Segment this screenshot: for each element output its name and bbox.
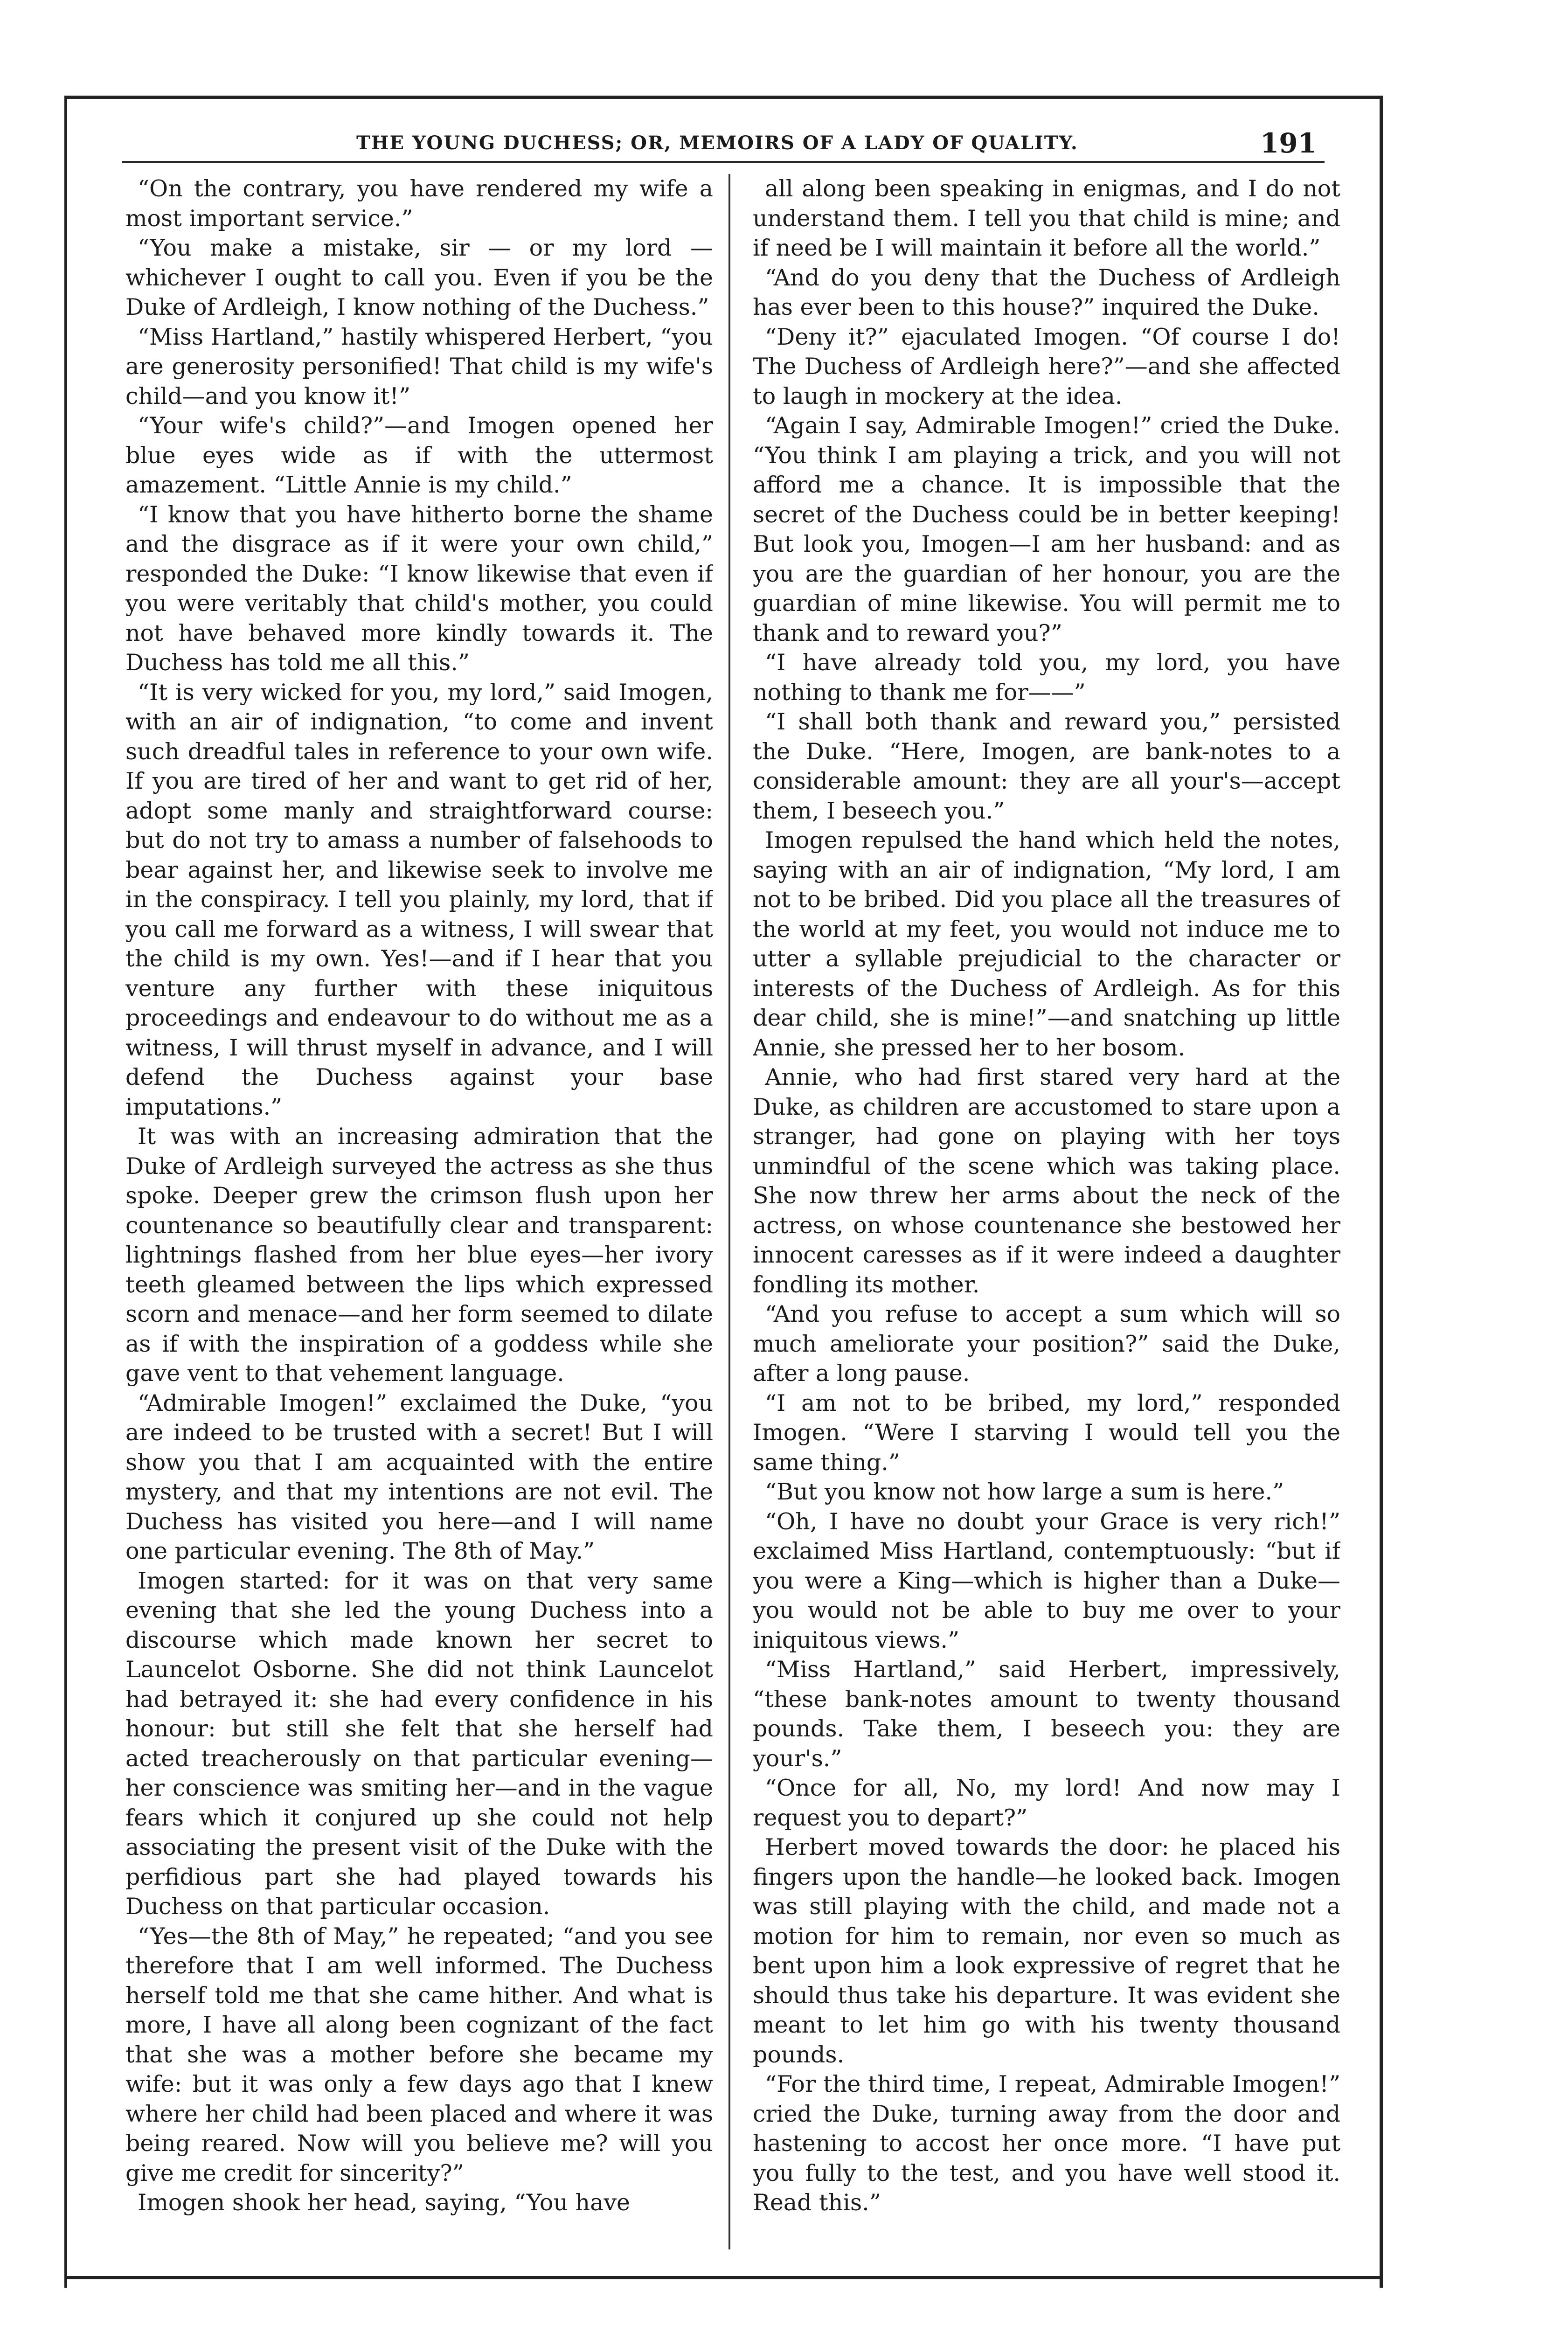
paragraph: “Miss Hartland,” said Herbert, impressively, “these bank-notes amount to twenty thousand pounds. Take them, I beseech you: they are your's.” bbox=[753, 1656, 1340, 1772]
paragraph: all along been speaking in enigmas, and I do not understand them. I tell you that child is mine; and if need be I will maintain it before all the world.” bbox=[753, 175, 1340, 261]
top-rule bbox=[67, 96, 1380, 99]
paragraph: Herbert moved towards the door: he placed his fingers upon the handle—he looked back. Imogen was still playing with the child, and made not a motion for him to remain, nor even so much as bent upon him a look expressive of regret that he should thus take his departure. It was evident she meant to let him go with his twenty thousand pounds. bbox=[753, 1834, 1340, 2068]
bottom-rule bbox=[67, 2276, 1380, 2279]
paragraph: “It is very wicked for you, my lord,” said Imogen, with an air of indignation, “to come and invent such dreadful tales in reference to your own wife. If you are tired of her and want to get rid of her, adopt some manly and straightforward course: but do not try to amass a number of falsehoods to bear against her, and likewise seek to involve me in the conspiracy. I tell you plainly, my lord, that if you call me forward as a witness, I will swear that the child is my own. Yes!—and if I hear that you venture any further with these iniquitous proceedings and endeavour to do without me as a witness, I will thrust myself in advance, and I will defend the Duchess against your base imputations.” bbox=[125, 679, 713, 1120]
running-title: THE YOUNG DUCHESS; OR, MEMOIRS OF A LADY OF QUALITY. bbox=[356, 132, 1078, 154]
paragraph: “I have already told you, my lord, you have nothing to thank me for——” bbox=[753, 649, 1340, 706]
paragraph: Imogen started: for it was on that very same evening that she led the young Duchess into a discourse which made known her secret to Launcelot Osborne. She did not think Launcelot had betrayed it: she had every confidence in his honour: but still she felt that she herself had acted treacherously on that particular evening—her conscience was smiting her—and in the vague fears which it conjured up she could not help associating the present visit of the Duke with the perfidious part she had played towards his Duchess on that particular occasion. bbox=[125, 1567, 713, 1920]
paragraph: “You make a mistake, sir — or my lord — whichever I ought to call you. Even if you be the Duke of Ardleigh, I know nothing of the Duchess.” bbox=[125, 235, 713, 320]
column-divider bbox=[728, 174, 730, 2249]
page-frame bbox=[64, 96, 1383, 2288]
paragraph: “Admirable Imogen!” exclaimed the Duke, “you are indeed to be trusted with a secret! But I will show you that I am acquainted with the entire mystery, and that my intentions are not evil. The Duchess has visited you here—and I will name one particular evening. The 8th of May.” bbox=[125, 1389, 713, 1564]
paragraph: “Oh, I have no doubt your Grace is very rich!” exclaimed Miss Hartland, contemptuously: “but if you were a King—which is higher than a Duke—you would not be able to buy me over to your iniquitous views.” bbox=[753, 1508, 1340, 1653]
paragraph: “On the contrary, you have rendered my wife a most important service.” bbox=[125, 175, 713, 232]
text-column-right bbox=[753, 174, 1340, 2249]
paragraph: Imogen shook her head, saying, “You have bbox=[138, 2189, 631, 2216]
paragraph: “For the third time, I repeat, Admirable Imogen!” cried the Duke, turning away from the door and hastening to accost her once more. “I have put you fully to the test, and you have well stood it. Read this.” bbox=[753, 2071, 1340, 2216]
paragraph: “Again I say, Admirable Imogen!” cried the Duke. “You think I am playing a trick, and you will not afford me a chance. It is impossible that the secret of the Duchess could be in better keeping! But look you, Imogen—I am her husband: and as you are the guardian of her honour, you are the guardian of mine likewise. You will permit me to thank and to reward you?” bbox=[753, 412, 1340, 646]
paragraph: “Yes—the 8th of May,” he repeated; “and you see therefore that I am well informed. The Duchess herself told me that she came hither. And what is more, I have all along been cognizant of the fact that she was a mother before she became my wife: but it was only a few days ago that I knew where her child had been placed and where it was being reared. Now will you believe me? will you give me credit for sincerity?” bbox=[125, 1923, 713, 2186]
paragraph: “But you know not how large a sum is here.” bbox=[765, 1478, 1284, 1505]
paragraph: “Miss Hartland,” hastily whispered Herbert, “you are generosity personified! That child is my wife's child—and you know it!” bbox=[125, 323, 713, 409]
paragraph: “And do you deny that the Duchess of Ardleigh has ever been to this house?” inquired the Duke. bbox=[753, 264, 1340, 320]
paragraph: It was with an increasing admiration that the Duke of Ardleigh surveyed the actress as she thus spoke. Deeper grew the crimson flush upon her countenance so beautifully clear and transparent: lightnings flashed from her blue eyes—her ivory teeth gleamed between the lips which expressed scorn and menace—and her form seemed to dilate as if with the inspiration of a goddess while she gave vent to that vehement language. bbox=[125, 1123, 713, 1387]
paragraph: “I know that you have hitherto borne the shame and the disgrace as if it were your own child,” responded the Duke: “I know likewise that even if you were veritably that child's mother, you could not have behaved more kindly towards it. The Duchess has told me all this.” bbox=[125, 501, 713, 676]
paragraph: “I am not to be bribed, my lord,” responded Imogen. “Were I starving I would tell you the same thing.” bbox=[753, 1389, 1340, 1476]
header-rule bbox=[122, 161, 1325, 163]
paragraph: Imogen repulsed the hand which held the notes, saying with an air of indignation, “My lord, I am not to be bribed. Did you place all the treasures of the world at my feet, you would not induce me to utter a syllable prejudicial to the character or interests of the Duchess of Ardleigh. As for this dear child, she is mine!”—and snatching up little Annie, she pressed her to her bosom. bbox=[753, 827, 1340, 1061]
paragraph: “I shall both thank and reward you,” persisted the Duke. “Here, Imogen, are bank-notes to a considerable amount: they are all your's—accept them, I beseech you.” bbox=[753, 708, 1340, 824]
paragraph: “Your wife's child?”—and Imogen opened her blue eyes wide as if with the uttermost amazement. “Little Annie is my child.” bbox=[125, 412, 713, 498]
running-head bbox=[67, 128, 1380, 158]
text-column-left bbox=[125, 174, 713, 2249]
paragraph: “Deny it?” ejaculated Imogen. “Of course I do! The Duchess of Ardleigh here?”—and she affected to laugh in mockery at the idea. bbox=[753, 323, 1340, 409]
paragraph: “Once for all, No, my lord! And now may I request you to depart?” bbox=[753, 1775, 1340, 1831]
page-number: 191 bbox=[1260, 127, 1317, 159]
paragraph: Annie, who had first stared very hard at the Duke, as children are accustomed to stare upon a stranger, had gone on playing with her toys unmindful of the scene which was taking place. She now threw her arms about the neck of the actress, on whose countenance she bestowed her innocent caresses as if it were indeed a daughter fondling its mother. bbox=[753, 1064, 1340, 1298]
paragraph: “And you refuse to accept a sum which will so much ameliorate your position?” said the Duke, after a long pause. bbox=[753, 1301, 1340, 1387]
